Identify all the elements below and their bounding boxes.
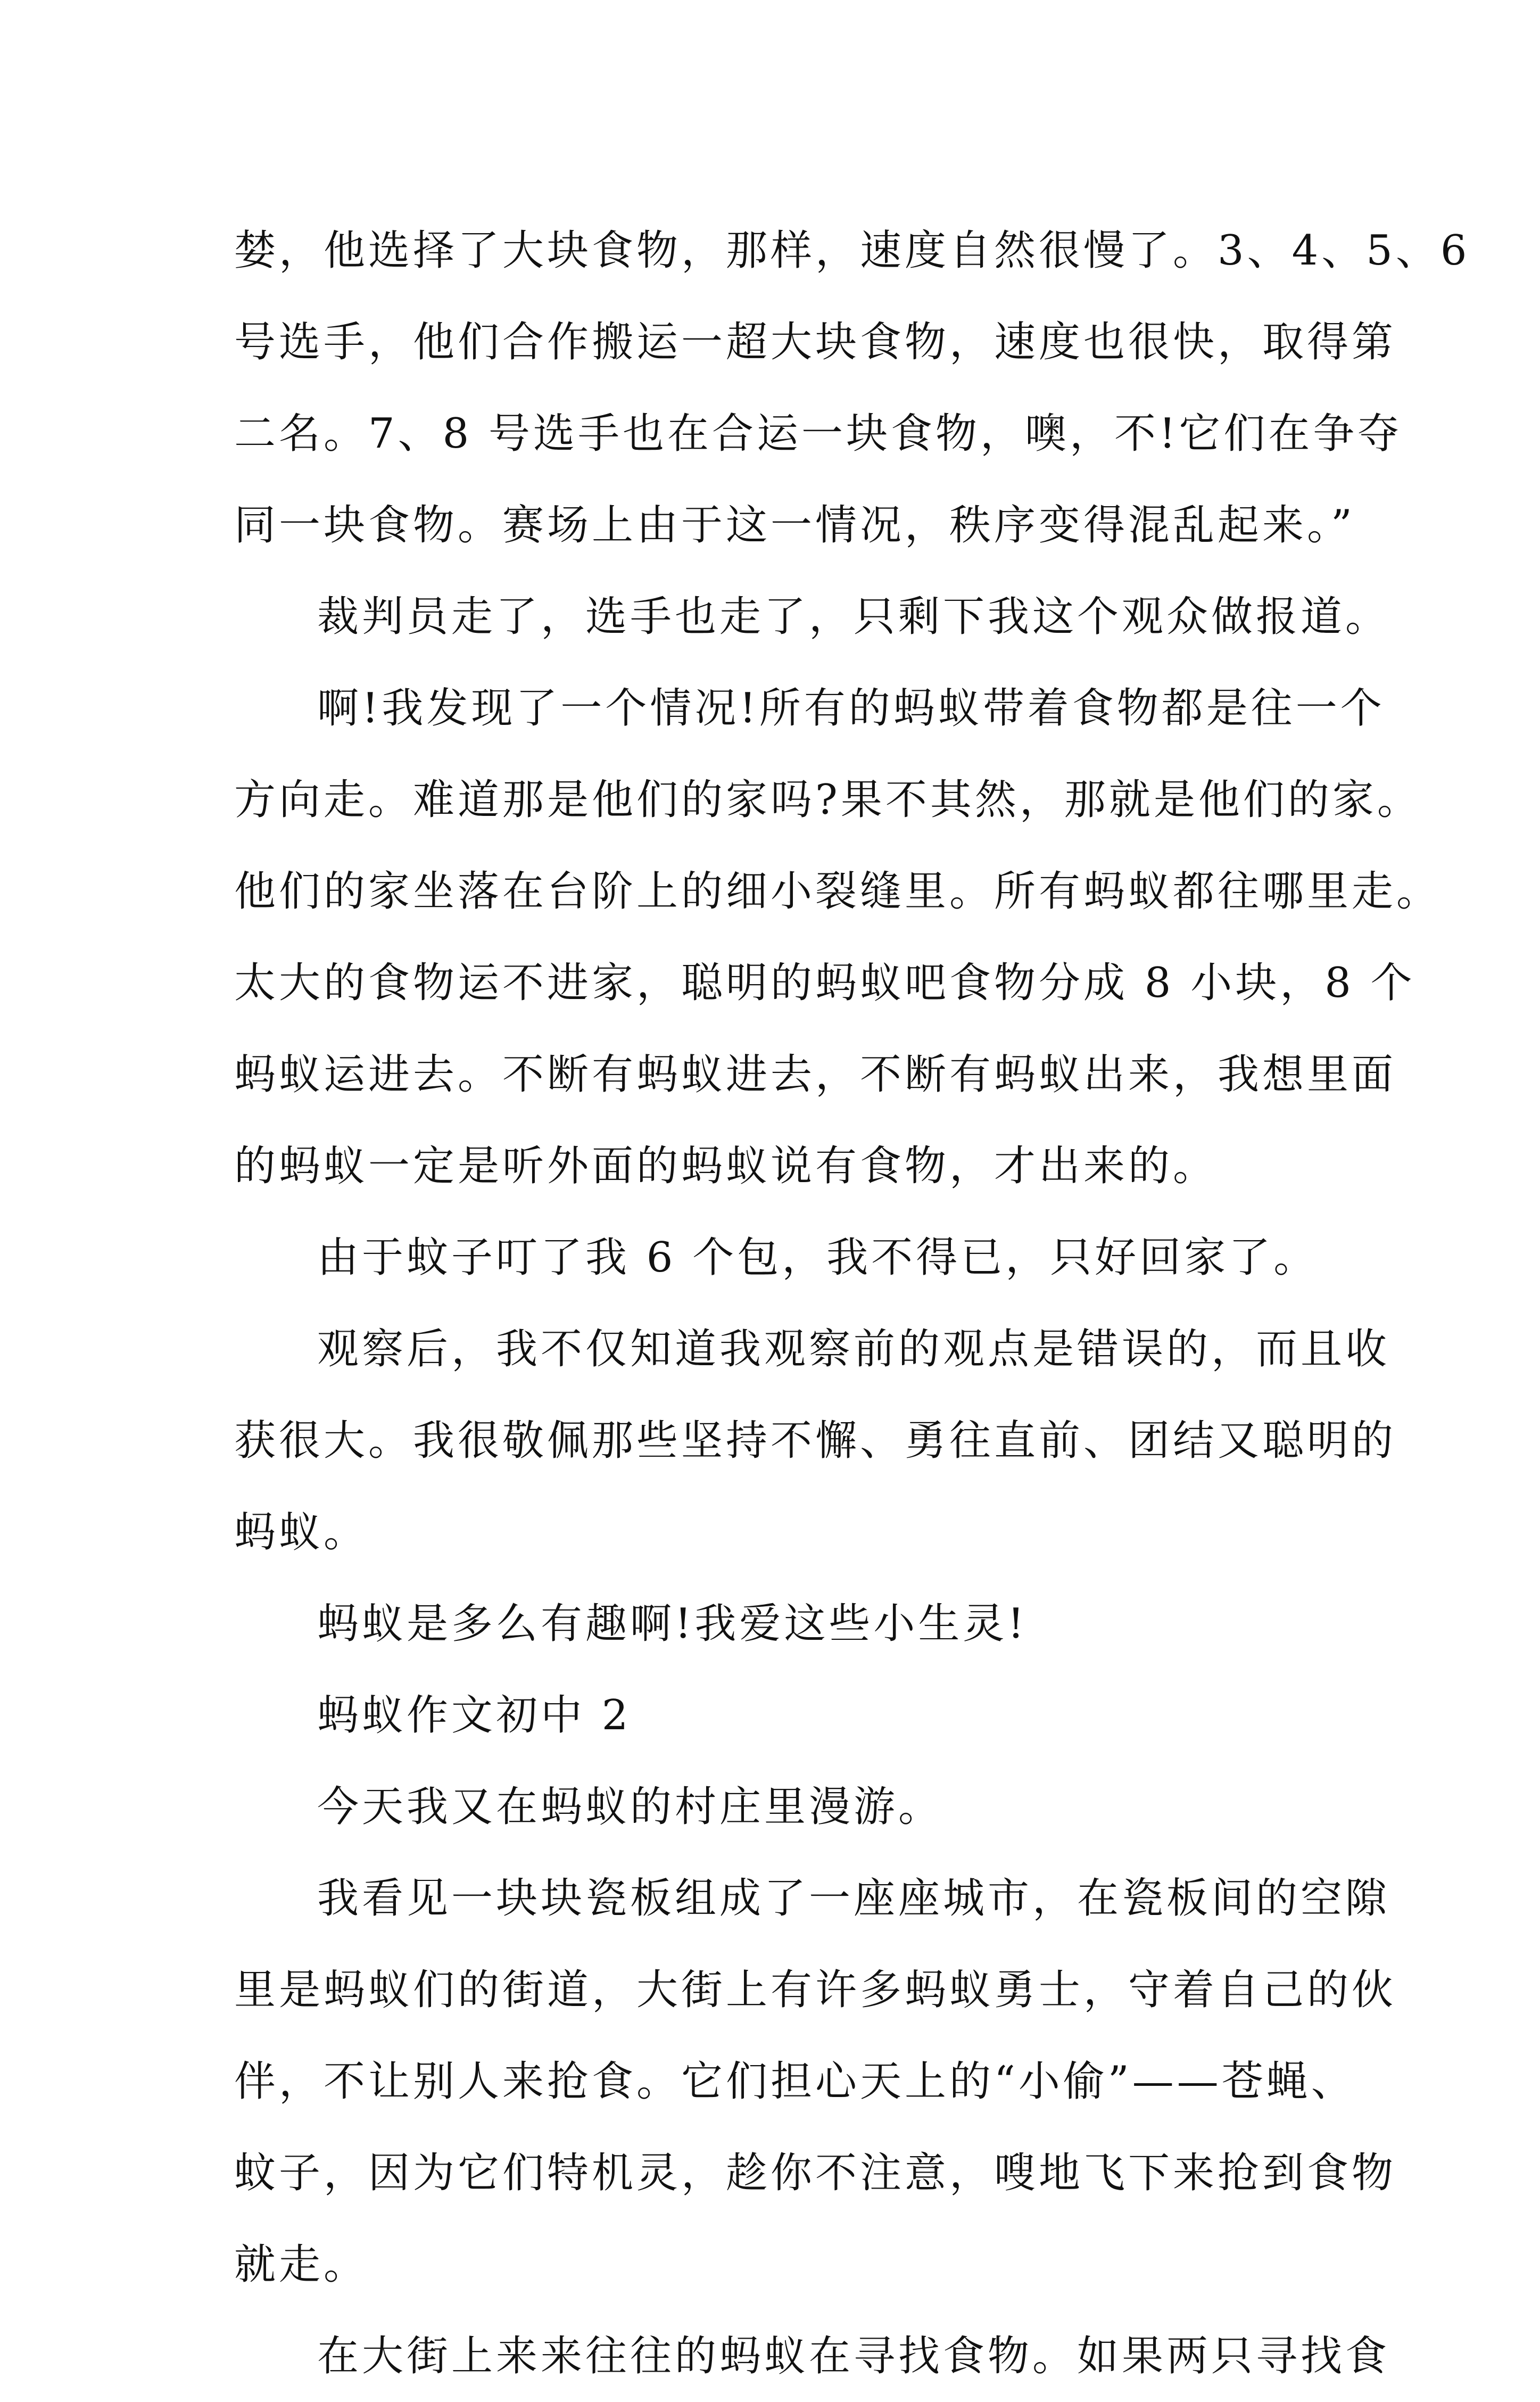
paragraph-start-line: 我看见一块块瓷板组成了一座座城市，在瓷板间的空隙 [317,1875,1390,1922]
text-line: 二名。7、8 号选手也在合运一块食物，噢，不!它们在争夺 [234,410,1403,458]
text-line: 蚊子，因为它们特机灵，趁你不注意，嗖地飞下来抢到食物 [234,2149,1397,2197]
paragraph-start-line: 裁判员走了，选手也走了，只剩下我这个观众做报道。 [317,593,1390,641]
text-line: 同一块食物。赛场上由于这一情况，秩序变得混乱起来。” [234,501,1355,549]
paragraph-start-line: 蚂蚁是多么有趣啊!我爱这些小生灵! [317,1600,1028,1648]
paragraph-start-line: 啊!我发现了一个情况!所有的蚂蚁带着食物都是往一个 [317,684,1385,732]
text-line: 就走。 [234,2241,369,2289]
section-heading: 蚂蚁作文初中 2 [317,1691,632,1739]
text-line: 里是蚂蚁们的街道，大街上有许多蚂蚁勇士，守着自己的伙 [234,1966,1397,2014]
text-line: 号选手，他们合作搬运一超大块食物，速度也很快，取得第 [234,318,1397,366]
paragraph-start-line: 今天我又在蚂蚁的村庄里漫游。 [317,1783,943,1831]
paragraph-start-line: 由于蚊子叮了我 6 个包，我不得已，只好回家了。 [317,1234,1319,1282]
text-line: 的蚂蚁一定是听外面的蚂蚁说有食物，才出来的。 [234,1142,1218,1190]
text-line: 蚂蚁运进去。不断有蚂蚁进去，不断有蚂蚁出来，我想里面 [234,1051,1397,1099]
paragraph-start-line: 在大街上来来往往的蚂蚁在寻找食物。如果两只寻找食 [317,2332,1390,2380]
paragraph-start-line: 观察后，我不仅知道我观察前的观点是错误的，而且收 [317,1325,1390,1373]
text-line: 他们的家坐落在台阶上的细小裂缝里。所有蚂蚁都往哪里走。 [234,868,1442,915]
text-line: 伴，不让别人来抢食。它们担心天上的“小偷”——苍蝇、 [234,2058,1356,2106]
text-line: 方向走。难道那是他们的家吗?果不其然，那就是他们的家。 [234,776,1422,824]
text-line: 太大的食物运不进家，聪明的蚂蚁吧食物分成 8 小块，8 个 [234,959,1415,1007]
text-line: 婪，他选择了大块食物，那样，速度自然很慢了。3、4、5、6 [234,227,1470,275]
text-line: 蚂蚁。 [234,1508,369,1556]
text-line: 获很大。我很敬佩那些坚持不懈、勇往直前、团结又聪明的 [234,1417,1397,1465]
essay-body [234,205,1470,2402]
